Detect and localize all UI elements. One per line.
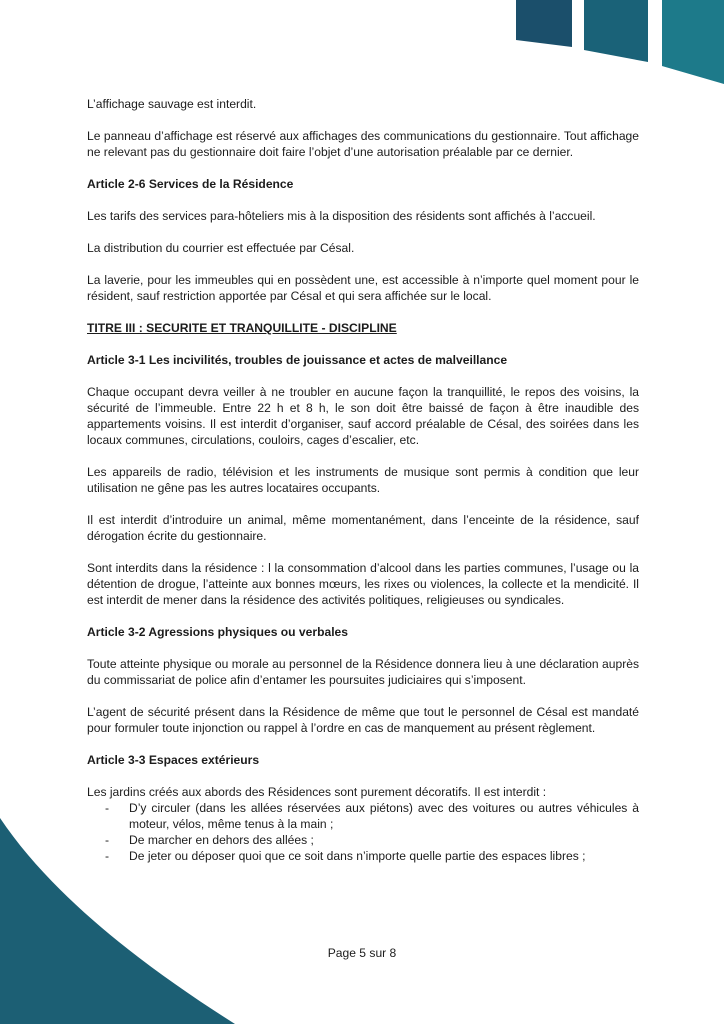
list-item-text: De jeter ou déposer quoi que ce soit dans n’importe quelle partie des espaces libres ; (129, 849, 586, 863)
paragraph-list (87, 96, 639, 768)
section-heading: Article 3-2 Agressions physiques ou verbales (87, 625, 349, 639)
body-paragraph: Les appareils de radio, télévision et les instruments de musique sont permis à condition que leur utilisation ne gêne pas les autres locataires occupants. (87, 465, 639, 495)
body-paragraph: La laverie, pour les immeubles qui en possèdent une, est accessible à n’importe quel moment pour le résident, sauf restriction apportée par Césal et qui sera affichée sur le local. (87, 273, 639, 303)
top-right-band-2 (584, 0, 648, 62)
section-heading: Article 3-1 Les incivilités, troubles de jouissance et actes de malveillance (87, 353, 508, 367)
body-paragraph: Chaque occupant devra veiller à ne troubler en aucune façon la tranquillité, le repos des voisins, la sécurité de l’immeuble. Entre 22 h et 8 h, le son doit être baissé de façon à être inaudible des appartements voisins. Il est interdit d’organiser, sauf accord préalable de Césal, des soirées dans les locaux communes, circulations, couloirs, cages d’escalier, etc. (87, 385, 639, 447)
top-right-band-3 (662, 0, 724, 84)
body-paragraph: L’affichage sauvage est interdit. (87, 97, 257, 111)
list-item (87, 800, 639, 832)
body-paragraph: Toute atteinte physique ou morale au personnel de la Résidence donnera lieu à une déclaration auprès du commissariat de police afin d’entamer les poursuites judiciaires qui s’imposent. (87, 657, 639, 687)
chapter-title: TITRE III : SECURITE ET TRANQUILLITE - DISCIPLINE (87, 321, 397, 335)
bullet-list (87, 800, 639, 864)
body-paragraph: La distribution du courrier est effectuée par Césal. (87, 241, 355, 255)
list-item-text: De marcher en dehors des allées ; (129, 833, 314, 847)
body-paragraph: Les tarifs des services para-hôteliers mis à la disposition des résidents sont affichés à l’accueil. (87, 209, 596, 223)
body-paragraph: Il est interdit d’introduire un animal, même momentanément, dans l’enceinte de la résidence, sauf dérogation écrite du gestionnaire. (87, 513, 639, 543)
list-dash: - (105, 801, 110, 815)
section-heading: Article 3-3 Espaces extérieurs (87, 753, 260, 767)
body-paragraph: L’agent de sécurité présent dans la Résidence de même que tout le personnel de Césal est mandaté pour formuler toute injonction ou rappel à l’ordre en cas de manquement au présent règlement. (87, 705, 639, 735)
list-item (87, 832, 639, 848)
list-dash: - (105, 833, 110, 847)
page-number: Page 5 sur 8 (327, 946, 397, 960)
list-item-text: D’y circuler (dans les allées réservées aux piétons) avec des voitures ou autres véhicules à moteur, vélos, même tenus à la main ; (129, 801, 639, 831)
list-intro: Les jardins créés aux abords des Résidences sont purement décoratifs. Il est interdit : (87, 785, 547, 799)
list-item (87, 848, 639, 864)
document-body (87, 96, 639, 864)
top-right-band-1 (516, 0, 572, 47)
section-heading: Article 2-6 Services de la Résidence (87, 177, 294, 191)
body-paragraph: Sont interdits dans la résidence : l la consommation d’alcool dans les parties communes, l’usage ou la détention de drogue, l’atteinte aux bonnes mœurs, les rixes ou violences, la collecte et la mendicité. Il est interdit de mener dans la résidence des activités politiques, religieuses ou syndicales. (87, 561, 639, 607)
body-paragraph: Le panneau d’affichage est réservé aux affichages des communications du gestionnaire. Tout affichage ne relevant pas du gestionnaire doit faire l’objet d’une autorisation préalable par ce dernier. (87, 129, 639, 159)
list-dash: - (105, 849, 110, 863)
